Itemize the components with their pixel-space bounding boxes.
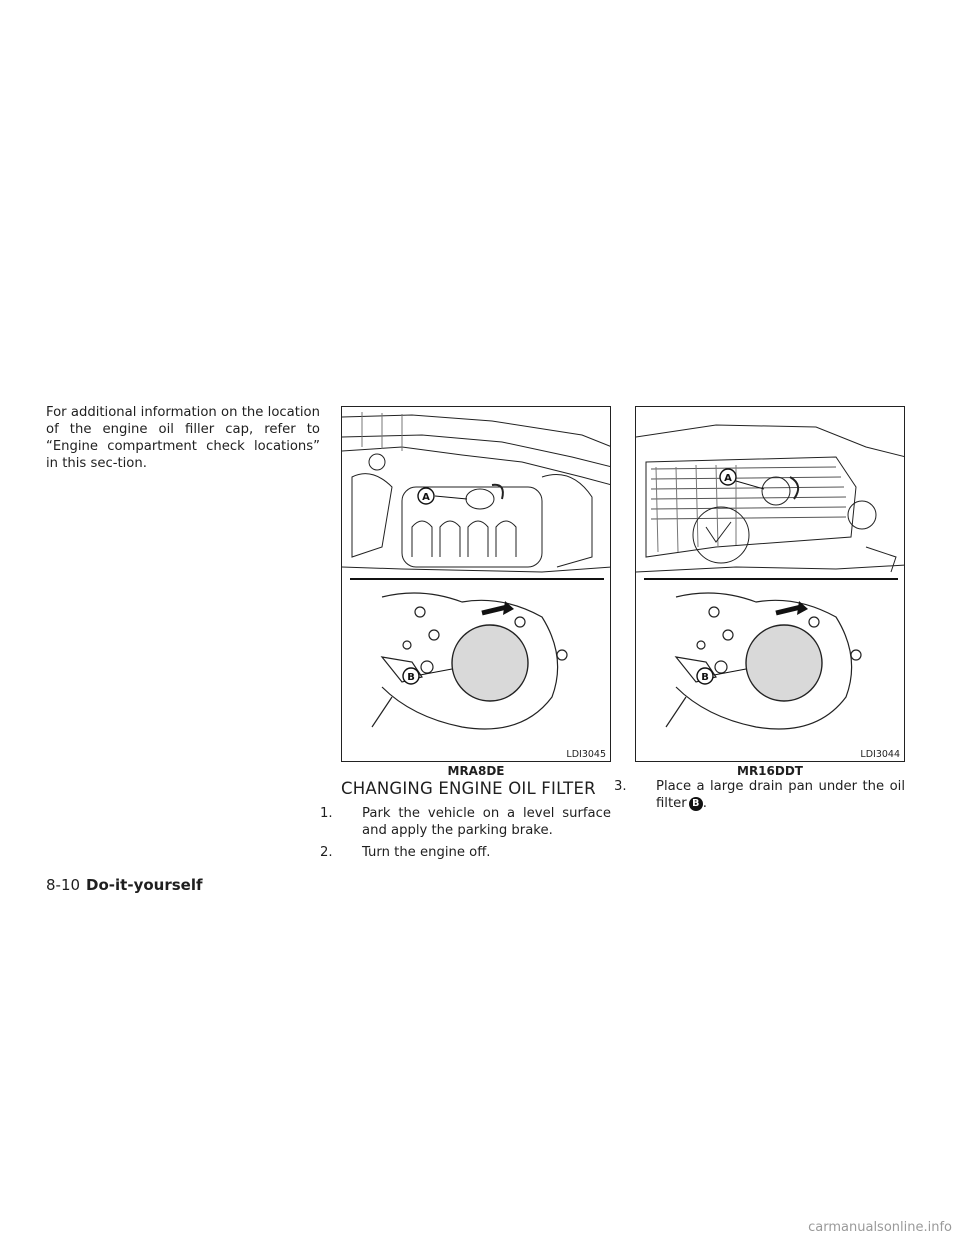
step-text: Turn the engine off. [362, 845, 491, 860]
step-text: Place a large drain pan under the oil filter [656, 779, 905, 811]
step-3 [614, 778, 905, 812]
step-1 [320, 805, 611, 839]
section-title: CHANGING ENGINE OIL FILTER [341, 779, 596, 798]
figure-code: LDI3044 [860, 749, 900, 760]
step-number: 3. [614, 779, 627, 794]
engine-illustration-mr16ddt [635, 406, 905, 762]
page-number: 8-10 [46, 876, 81, 894]
figure-caption: MR16DDT [737, 764, 803, 778]
figure-code: LDI3045 [566, 749, 606, 760]
chapter-title: Do-it-yourself [86, 876, 203, 894]
step-2 [320, 844, 611, 861]
reference-badge: B [689, 797, 703, 811]
label-b-1: B [407, 672, 415, 683]
engine-drawing-mra8de [342, 407, 611, 762]
step-tail: . [702, 796, 707, 811]
figure-caption: MRA8DE [447, 764, 505, 778]
watermark: carmanualsonline.info [808, 1220, 952, 1235]
engine-illustration-mra8de [341, 406, 611, 762]
step-number: 2. [320, 845, 333, 860]
intro-paragraph: For additional information on the location of the engine oil filler cap, refer to “Engine compartment check locations” in this sec-tion. [46, 405, 320, 471]
label-a-1: A [422, 492, 430, 503]
step-text: Park the vehicle on a level surface and apply the parking brake. [362, 806, 611, 838]
label-b-2: B [701, 672, 709, 683]
label-a-2: A [724, 473, 732, 484]
engine-drawing-mr16ddt [636, 407, 905, 762]
page-footer [46, 876, 203, 894]
step-number: 1. [320, 806, 333, 821]
